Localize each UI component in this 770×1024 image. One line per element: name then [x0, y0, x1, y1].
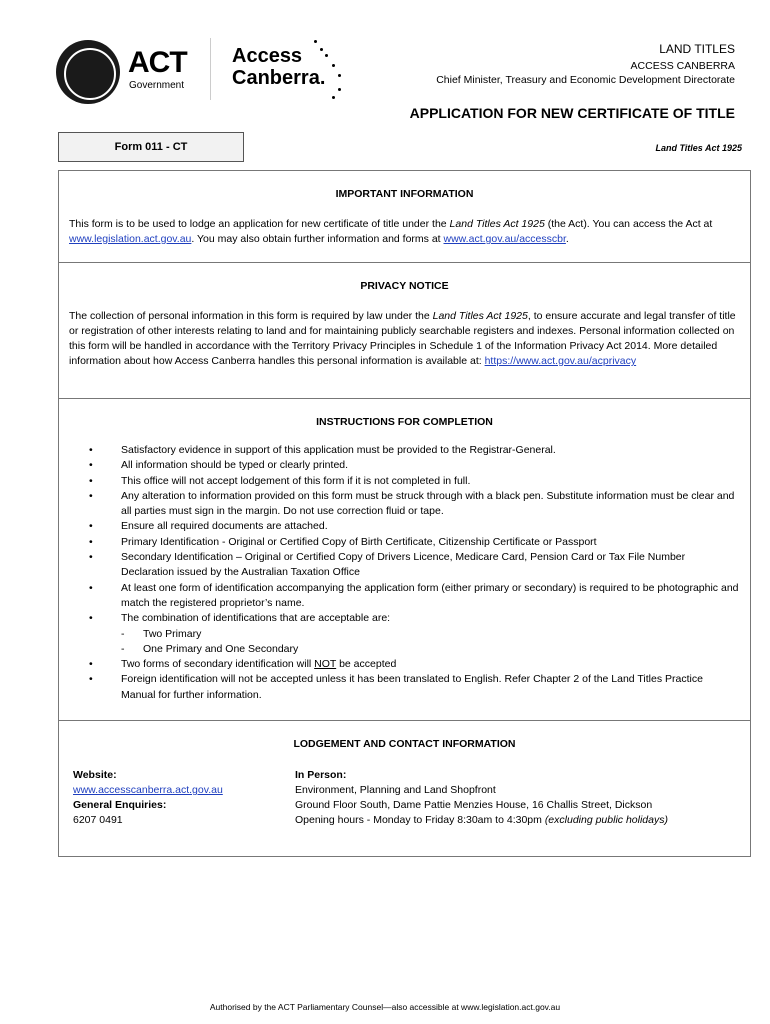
instructions-list: [89, 443, 740, 703]
form-number-box: Form 011 - CT: [58, 132, 244, 162]
important-text: This form is to be used to lodge an application for new certificate of title under the Land Titles Act 1925 (the Act). You can access the Act at www.legislation.act.gov.au. You may also obtain further information and forms at www.act.gov.au/accesscbr.: [69, 218, 713, 245]
shopfront-address: Ground Floor South, Dame Pattie Menzies House, 16 Challis Street, Dickson: [295, 799, 653, 811]
act-reference: Land Titles Act 1925: [655, 143, 742, 153]
instructions-title: INSTRUCTIONS FOR COMPLETION: [316, 416, 493, 428]
directorate-label: Chief Minister, Treasury and Economic Development Directorate: [436, 74, 735, 86]
logo-dots-icon: [312, 38, 352, 100]
list-item: • Secondary Identification – Original or Certified Copy of Drivers Licence, Medicare Card, Pension Card or Tax File Number Declaration issued by the Australian Taxation Office: [89, 550, 740, 581]
access-logo-line2: Canberra.: [232, 67, 326, 89]
website-label: Website:: [73, 769, 117, 781]
legislation-link[interactable]: www.legislation.act.gov.au: [69, 233, 192, 245]
enquiries-label: General Enquiries:: [73, 799, 167, 811]
coat-of-arms-icon: [56, 40, 120, 104]
act-government-logo: [56, 40, 196, 104]
lodgement-title: LODGEMENT AND CONTACT INFORMATION: [293, 738, 516, 750]
list-item: • Primary Identification - Original or Certified Copy of Birth Certificate, Citizenship Certificate or Passport: [89, 535, 740, 550]
page-header: [0, 0, 770, 100]
act-logo-word: ACT: [128, 46, 187, 79]
important-title: IMPORTANT INFORMATION: [335, 188, 474, 200]
list-item: • Foreign identification will not be accepted unless it has been translated to English. Refer Chapter 2 of the Land Titles Practice Manual for further information.: [89, 672, 740, 703]
list-item: • Two forms of secondary identification will NOT be accepted: [89, 657, 740, 672]
privacy-notice-section: [58, 262, 751, 398]
instructions-section: [58, 398, 751, 720]
access-logo-line1: Access: [232, 45, 303, 67]
privacy-title: PRIVACY NOTICE: [360, 280, 449, 292]
access-canberra-label: ACCESS CANBERRA: [630, 60, 735, 72]
website-link[interactable]: www.accesscanberra.act.gov.au: [73, 784, 223, 796]
list-item: • Satisfactory evidence in support of this application must be provided to the Registrar-General.: [89, 443, 740, 458]
page-title: APPLICATION FOR NEW CERTIFICATE OF TITLE: [409, 105, 735, 121]
contact-left-column: [73, 768, 223, 828]
list-item: • Any alteration to information provided on this form must be struck through with a black pen. Substitute information must be clear and all parties must sign in the margin. Do not use correction fluid or tape.: [89, 489, 740, 520]
privacy-text: The collection of personal information in this form is required by law under the Land Titles Act 1925, to ensure accurate and legal transfer of title or registration of other interests relating to land and for maintaining publicly searchable registers and indexes. Personal information collected on this form will be handled in accordance with the Territory Privacy Principles in Schedule 1 of the Information Privacy Act 2014. More detailed information about how Access Canberra handles this personal information is available at: https://www.act.gov.au/acprivacy: [69, 310, 736, 367]
logo-divider: [210, 38, 211, 100]
opening-hours: Opening hours - Monday to Friday 8:30am to 4:30pm (excluding public holidays): [295, 814, 668, 826]
list-item: • All information should be typed or clearly printed.: [89, 458, 740, 473]
contact-columns: [69, 768, 740, 838]
privacy-link[interactable]: https://www.act.gov.au/acprivacy: [484, 355, 637, 367]
list-item: • At least one form of identification accompanying the application form (either primary or secondary) is required to be photographic and match the registered proprietor’s name.: [89, 581, 740, 612]
accesscbr-link[interactable]: www.act.gov.au/accesscbr: [443, 233, 566, 245]
important-information-section: [58, 170, 751, 262]
footer-authorisation: Authorised by the ACT Parliamentary Counsel—also accessible at www.legislation.act.gov.au: [209, 1002, 561, 1012]
contact-right-column: [295, 768, 668, 828]
sub-list-item: - Two Primary: [121, 627, 202, 640]
act-name: Land Titles Act 1925: [432, 310, 528, 322]
lodgement-section: [58, 720, 751, 857]
list-item: • This office will not accept lodgement of this form if it is not completed in full.: [89, 474, 740, 489]
in-person-label: In Person:: [295, 769, 347, 781]
shopfront-name: Environment, Planning and Land Shopfront: [295, 784, 496, 796]
list-item: • Ensure all required documents are attached.: [89, 519, 740, 534]
act-logo-sub: Government: [129, 80, 185, 91]
act-name: Land Titles Act 1925: [449, 218, 545, 230]
list-item: • The combination of identifications that are acceptable are: - Two Primary - One Primary and One Secondary: [89, 611, 740, 657]
phone-number: 6207 0491: [73, 814, 123, 826]
land-titles-label: LAND TITLES: [659, 42, 735, 56]
sub-list-item: - One Primary and One Secondary: [121, 642, 299, 655]
